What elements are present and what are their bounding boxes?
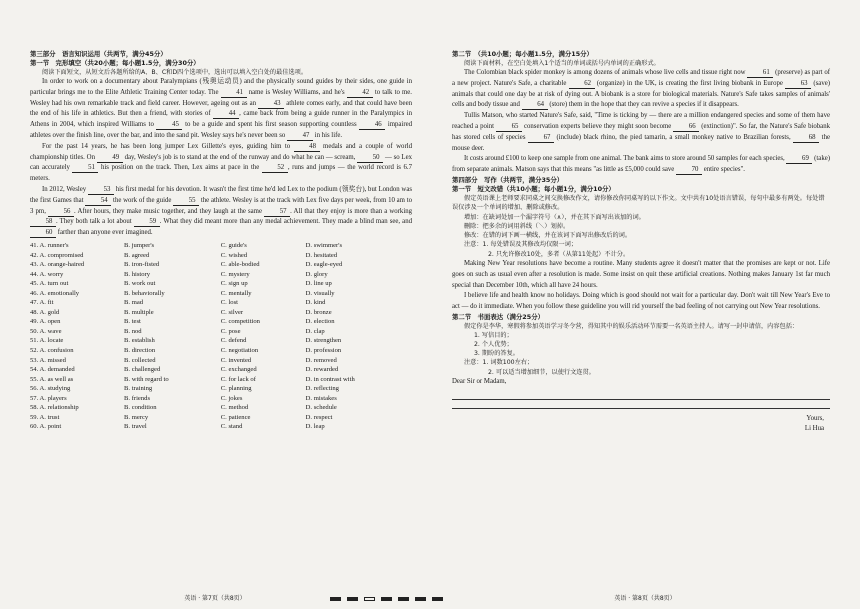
option-a: A. as well as (39, 375, 74, 383)
option-row (30, 251, 412, 261)
option-c: C. mystery (220, 270, 250, 278)
option-c: C. invented (220, 356, 252, 364)
option-d: D. glory (305, 270, 328, 278)
question-number: 47. (30, 299, 40, 307)
writing-line[interactable] (452, 400, 830, 409)
page-footer-right: 英语 · 第8页（共8页） (614, 595, 676, 602)
question-number: 48. (30, 308, 40, 316)
part2-title: 第二节 （共10小题；每小题1.5分，满分15分） (452, 50, 593, 58)
option-a: A. relationship (39, 404, 79, 412)
blank-50: 50 (357, 154, 383, 163)
blank-46: 46 (359, 121, 385, 130)
rule-add: 增加：在缺词处加一个漏字符号（∧），并在其下面写出该加的词。 (464, 213, 645, 221)
cloze-paragraph-1: In order to work on a documentary about Paralympians (残奥运动员) and the physically sound guides by their sides, one guide in particular brings me to the Elite Athletic Training Center today. The 41 name is Wesley Williams, and he's 42 to talk to me. Wesley had his own remarkable track and field career. However, ageing out as an 43 athlete comes early, and that could have been the end of his life in athletics. But then a friend, with stories of 44 , came back from being a guide runner in the Paralympics in Athens in 2004, which inspired Williams to 45 to be a guide and spent his first season supporting countless 46 impaired athletes over the finish line, over the bar, and into the sand pit. Wesley says he's never been so 47 in his life. (30, 78, 412, 139)
option-b: B. jumper's (124, 241, 155, 249)
question-number: 49. (30, 318, 40, 326)
question-number: 58. (30, 404, 40, 412)
option-row (30, 394, 412, 404)
option-b: B. behaviorally (124, 289, 165, 297)
blank-54: 54 (85, 197, 111, 206)
question-number: 51. (30, 337, 40, 345)
option-c: C. mentally (220, 289, 252, 297)
option-b: B. friends (124, 394, 151, 402)
option-row (30, 241, 412, 251)
option-d: D. reflecting (305, 385, 339, 393)
option-c: C. patience (220, 413, 251, 421)
question-number: 46. (30, 289, 40, 297)
section4-title: 第四部分 写作（共两节，满分35分） (452, 175, 564, 184)
option-c: C. wished (220, 251, 248, 259)
option-b: B. iron-fisted (124, 261, 160, 269)
option-row (30, 317, 412, 327)
option-d: D. bronze (305, 308, 332, 316)
option-d: D. respect (305, 413, 333, 421)
option-c: C. method (220, 404, 249, 412)
blank-52: 52 (262, 164, 288, 173)
rule-note-2: 2. 只允许修改10处，多者（从第11处起）不计分。 (488, 250, 630, 258)
option-a: A. players (39, 394, 67, 402)
option-a: A. compromised (39, 251, 84, 259)
option-row (30, 279, 412, 289)
question-number: 44. (30, 270, 40, 278)
option-d: D. profession (305, 346, 342, 354)
option-b: B. establish (124, 337, 155, 345)
option-b: B. multiple (124, 308, 154, 316)
option-b: B. test (124, 318, 141, 326)
question-number: 41. (30, 241, 40, 249)
option-c: C. negotiation (220, 346, 259, 354)
option-row (30, 327, 412, 337)
blank-62: 62 (569, 80, 595, 89)
cloze-paragraph-3: In 2012, Wesley 53 his first medal for his devotion. It wasn't the first time he'd led Lex to the podium (领奖台), but London was the first Games that 54 the work of the guide 55 the athlete. Wesley is at the track with Lex five days per week, from 10 am to 3 pm, 56 . After hours, they make music together, and they laugh at the same 57 . All that they enjoy is more than a working 58 . They both talk a lot about 59 . What they did meant more than any medal achievement. They made a blind man see, and 60 farther than anyone ever imagined. (30, 185, 413, 237)
part1-title: 第一节 完形填空（共20小题；每小题1.5分，满分30分） (30, 59, 200, 67)
option-a: A. gold (39, 308, 60, 316)
option-b: B. travel (124, 423, 147, 431)
option-d: D. line up (305, 280, 332, 288)
blank-43: 43 (258, 100, 284, 109)
option-a: A. studying (39, 385, 71, 393)
option-c: C. silver (220, 308, 244, 316)
blank-67: 67 (528, 134, 554, 143)
option-d: D. leap (305, 423, 325, 431)
part4-1-title: 第一节 短文改错（共10小题；每小题1分，满分10分） (452, 184, 615, 193)
fill-paragraph-2: Tullis Matson, who started Nature's Safe, said, "Time is ticking by — there are a million endangered species and some of them have reached a point 65 conservation experts believe they might soon become 66 (extinction)". So far, the Nature's Safe biobank has stored cells of species 67 (include) black rhino, the pied tamarin, a small monkey native to Brazilian forests, 68 the mouse deer. (452, 112, 830, 152)
option-row (30, 336, 412, 346)
option-a: A. fit (39, 299, 54, 307)
option-a: A. locate (39, 337, 64, 345)
option-c: C. lost (220, 299, 238, 307)
writing-lines (452, 391, 830, 409)
blank-66: 66 (673, 123, 699, 132)
option-d: D. rewarded (305, 366, 339, 374)
question-number: 57. (30, 394, 40, 402)
option-b: B. agreed (124, 251, 150, 259)
question-number: 52. (30, 346, 40, 354)
option-b: B. training (124, 385, 153, 393)
option-b: B. mercy (124, 413, 149, 421)
option-row (30, 346, 412, 356)
writing-notes (452, 358, 830, 377)
rule-modify: 修改：在错的词下画一横线，并在该词下面写出修改后的词。 (464, 232, 632, 240)
option-d: D. in contrast with (305, 375, 355, 383)
fill-paragraph-3: It costs around £100 to keep one sample from one animal. The bank aims to store around 50 samples for each species, 69 (take) from separate animals. Matson says that this means "as little as £5,000 could save 70 entire species". (452, 155, 831, 174)
option-c: C. stand (220, 423, 243, 431)
blank-64: 64 (522, 101, 548, 110)
blank-61: 61 (747, 69, 773, 78)
option-a: A. missed (39, 356, 66, 364)
question-number: 42. (30, 251, 40, 259)
option-row (30, 298, 412, 308)
part4-2-instructions: 假定你是李华，寒假将参加英语学习冬令营，得知其中的娱乐活动环节需要一名英语主持人。请写一封申请信，内容包括： (464, 323, 799, 331)
option-c: C. competition (220, 318, 260, 326)
option-a: A. orange-haired (39, 261, 85, 269)
option-c: C. jokes (220, 394, 243, 402)
blank-59: 59 (134, 218, 160, 227)
blank-57: 57 (264, 208, 290, 217)
blank-55: 55 (173, 197, 199, 206)
option-d: D. strengthen (305, 337, 342, 345)
signature (452, 414, 830, 434)
alignment-marks (330, 597, 443, 602)
option-b: B. collected (124, 356, 156, 364)
option-d: D. mistakes (305, 394, 337, 402)
option-c: C. sign up (220, 280, 248, 288)
essay-paragraph-1: Making New Year resolutions have become a routine. Many students agree it doesn't matter that the promises are kept or not. Life goes on such as usual even after a resolution is made. Some insist on quit these artificial creations. Nothing makes January 1st far much special than December 10th, which all have 24 hours. (452, 260, 830, 289)
blank-47: 47 (287, 132, 313, 141)
blank-49: 49 (97, 154, 123, 163)
option-d: D. swimmer's (305, 241, 343, 249)
blank-68: 68 (793, 134, 819, 143)
part4-2-title: 第二节 书面表达（满分25分） (452, 313, 544, 322)
question-number: 56. (30, 385, 40, 393)
option-d: D. election (305, 318, 335, 326)
essay-paragraph-2: I believe life and health know no holidays. Doing which is good should not wait for a particular day. Don't wait till New Year's Eve to act — do it immediate. When you follow these guideline you will rid yourself the bad feeling of not carrying out New Year resolutions. (452, 292, 830, 311)
option-row (30, 356, 412, 366)
option-row (30, 260, 412, 270)
blank-48: 48 (294, 143, 320, 152)
option-d: D. eagle-eyed (305, 261, 343, 269)
option-d: D. hesitated (305, 251, 338, 259)
point-2: 2. 个人优势； (474, 341, 513, 349)
option-c: C. exchanged (220, 366, 257, 374)
page-right (430, 0, 860, 609)
option-d: D. visually (305, 289, 335, 297)
question-number: 53. (30, 356, 40, 364)
content-points (452, 331, 830, 358)
signature-name: Li Hua (804, 424, 824, 432)
option-c: C. for lack of (220, 375, 256, 383)
option-a: A. open (39, 318, 61, 326)
option-a: A. runner's (39, 241, 69, 249)
option-row (30, 375, 412, 385)
writing-line[interactable] (452, 391, 830, 400)
cloze-paragraph-2: For the past 14 years, he has been long jumper Lex Gillette's eyes, guiding him to 48 medals and a couple of world championship titles. On 49 day, Wesley's job is to stand at the end of the runway and do what he can — scream, 50 — so Lex can accurately 51 his position on the track. Then, Lex aims at pace in the 52 , runs and jumps — the world record is 6.7 meters. (30, 142, 412, 183)
question-number: 50. (30, 327, 40, 335)
option-c: C. pose (220, 327, 241, 335)
blank-69: 69 (786, 155, 812, 164)
blank-44: 44 (213, 110, 239, 119)
option-a: A. wave (39, 327, 62, 335)
option-row (30, 270, 412, 280)
option-a: A. point (39, 423, 62, 431)
option-c: C. able-bodied (220, 261, 260, 269)
part1-instructions: 阅读下面短文，从短文后各题所给的A、B、C和D四个选项中，选出可以填入空白处的最佳选项。 (42, 69, 308, 76)
question-number: 45. (30, 280, 40, 288)
option-c: C. guide's (220, 241, 247, 249)
option-row (30, 403, 412, 413)
option-b: B. with regard to (124, 375, 169, 383)
option-d: D. kind (305, 299, 326, 307)
note-2: 2. 可以适当增加细节，以使行文连贯。 (488, 368, 595, 376)
blank-53: 53 (88, 186, 114, 195)
option-row (30, 308, 412, 318)
option-a: A. trust (39, 413, 60, 421)
blank-56: 56 (48, 208, 74, 217)
option-row (30, 422, 412, 432)
question-number: 59. (30, 413, 40, 421)
question-number: 55. (30, 375, 40, 383)
option-b: B. work out (124, 280, 156, 288)
blank-60: 60 (30, 229, 56, 238)
page-footer-left: 英语 · 第7页（共8页） (184, 595, 246, 602)
rule-note-1: 注意：1. 每处错误及其修改均仅限一词； (464, 241, 578, 249)
option-row (30, 365, 412, 375)
option-c: C. defend (220, 337, 247, 345)
part2-instructions: 阅读下面材料，在空白处填入1个适当的单词或括号内单词的正确形式。 (464, 60, 660, 67)
option-a: A. confusion (39, 346, 74, 354)
note-1: 注意：1. 词数100左右； (464, 359, 534, 367)
option-d: D. clap (305, 327, 325, 335)
blank-51: 51 (72, 164, 98, 173)
fill-paragraph-1: The Colombian black spider monkey is among dozens of animals whose live cells and tissue right now 61 (preserve) as part of a new project. Nature's Safe, a charitable 62 (organize) in the UK, is creating the first living biobank in Europe 63 (save) animals that could one day be at risk of dying out. A biobank is a store for biological materials. Nature's Safe takes samples of animals' cells and body tissue and 64 (store) them in the hope that they can revive a species if it disappears. (452, 69, 831, 109)
option-c: C. planning (220, 385, 252, 393)
blank-42: 42 (347, 89, 373, 98)
question-number: 60. (30, 423, 40, 431)
option-a: A. demanded (39, 366, 75, 374)
part4-1-instructions: 假定英语课上老师要求同桌之间交换修改作文，请你修改你同桌写的以下作文。文中共有10处语言错误，每句中最多有两处。每处错误仅涉及一个单词的增加、删除或修改。 (452, 194, 825, 212)
point-1: 1. 写信目的； (474, 332, 513, 340)
option-b: B. challenged (124, 366, 161, 374)
option-row (30, 413, 412, 423)
option-b: B. mad (124, 299, 144, 307)
blank-65: 65 (496, 123, 522, 132)
option-b: B. condition (124, 404, 157, 412)
question-number: 54. (30, 366, 40, 374)
question-number: 43. (30, 261, 40, 269)
closing: Yours, (806, 414, 824, 422)
options-table (30, 241, 412, 432)
blank-58: 58 (30, 218, 56, 227)
blank-41: 41 (221, 89, 247, 98)
blank-63: 63 (785, 80, 811, 89)
blank-70: 70 (676, 166, 702, 175)
section-title: 第三部分 语言知识运用（共两节，满分45分） (30, 50, 167, 58)
option-a: A. emotionally (39, 289, 80, 297)
blank-45: 45 (156, 121, 182, 130)
option-a: A. worry (39, 270, 64, 278)
option-a: A. turn out (39, 280, 69, 288)
option-row (30, 289, 412, 299)
correction-rules (452, 213, 830, 259)
option-b: B. direction (124, 346, 156, 354)
option-b: B. nod (124, 327, 142, 335)
rule-delete: 删除：把多余的词用斜线（＼）划掉。 (464, 222, 570, 230)
option-d: D. schedule (305, 404, 337, 412)
option-row (30, 384, 412, 394)
option-b: B. history (124, 270, 151, 278)
option-d: D. removed (305, 356, 337, 364)
salutation: Dear Sir or Madam, (452, 377, 507, 385)
point-3: 3. 期盼的答复。 (474, 350, 519, 358)
